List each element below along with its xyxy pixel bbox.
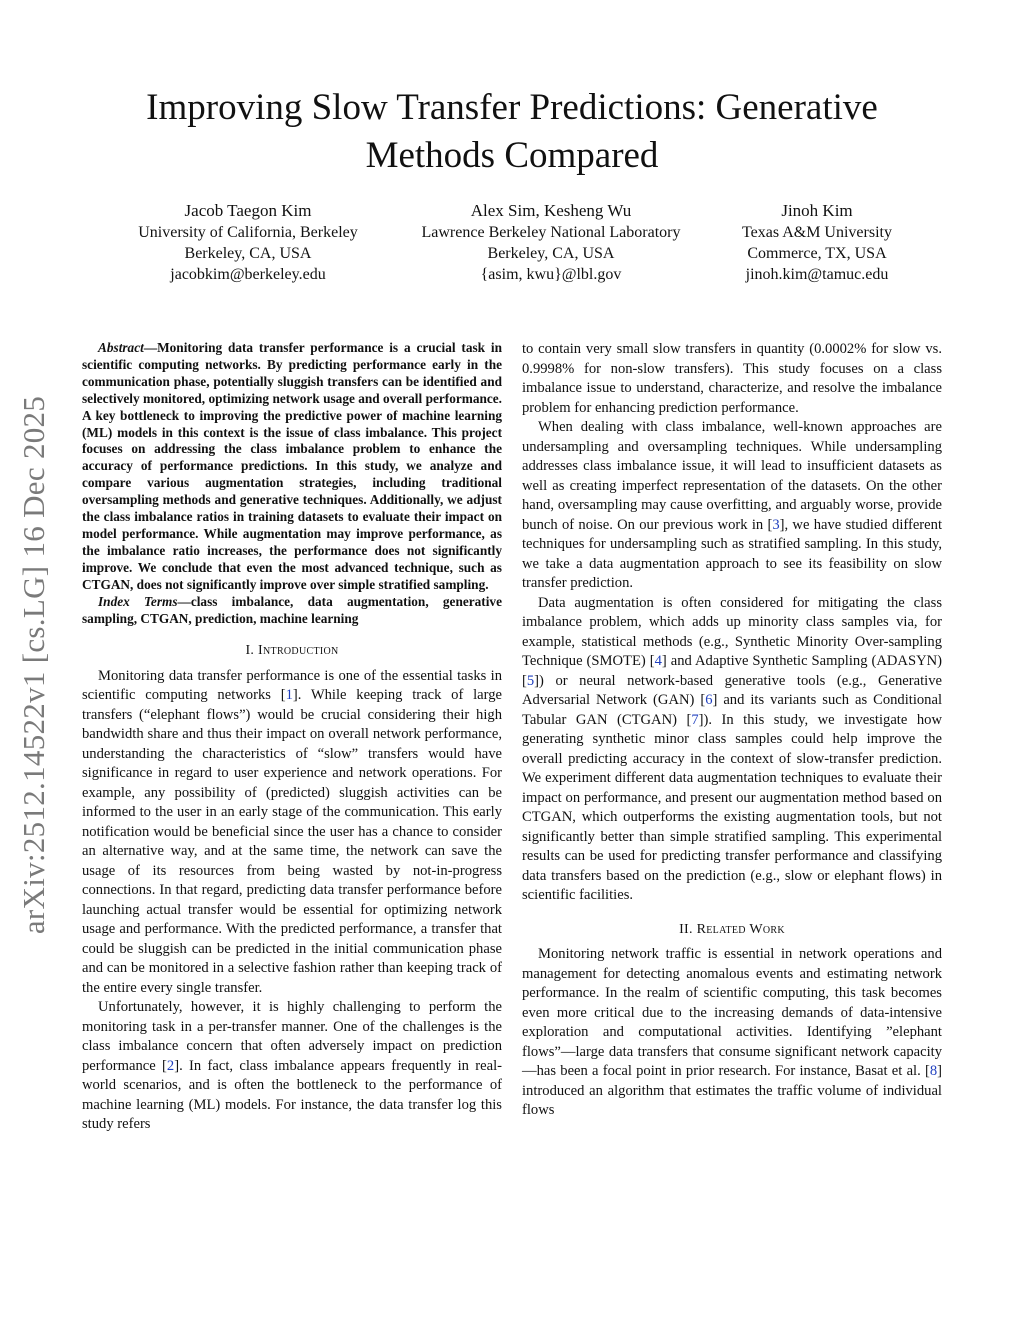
section-title: Introduction [258,643,339,659]
intro-paragraph-4 [522,594,942,906]
left-column [82,340,502,1135]
intro-paragraph-1 [82,667,502,999]
citation-link[interactable]: 7 [691,711,699,728]
author-location: Commerce, TX, USA [747,245,887,262]
citation-link[interactable]: 1 [285,687,293,704]
author-location: Berkeley, CA, USA [184,245,312,262]
author-location: Berkeley, CA, USA [487,245,615,262]
citation-link[interactable]: 4 [654,653,662,669]
author-affiliation: Lawrence Berkeley National Laboratory [421,224,681,241]
paragraph-text: ]. In fact, class imbalance appears frequently in real-world scenarios, and is often the bottleneck to the performance of machine learning (ML) models. For instance, the data transfer log this study refers [82,1057,502,1133]
paragraph-text: When dealing with class imbalance, well-known approaches are undersampling and oversampling techniques. While undersampling addresses class imbalance issue, it will lead to insufficient datasets as well as creating imperfect representation of the datasets. On the other hand, oversampling may cause overfitting, and arguably worse, provide bunch of noise. On our previous work in [ [522,419,942,533]
right-column [522,340,942,1121]
author-affiliation: University of California, Berkeley [138,224,358,241]
abstract-text: —Monitoring data transfer performance is a crucial task in scientific computing networks. By predicting performance early in the communication phase, potentially sluggish transfers can be identified and selectively monitored, optimizing network usage and overall performance. A key bottleneck to improving the predictive power of machine learning (ML) models in this context is the issue of class imbalance. This project focuses on addressing the class imbalance problem to enhance the accuracy of performance predictions. In this study, we analyze and compare various augmentation strategies, including traditional oversampling methods and generative techniques. Additionally, we adjust the class imbalance ratios in training datasets to evaluate their impact on model performance. While augmentation may improve performance, as the imbalance ratio increases, the performance does not significantly improve. We conclude that even the most advanced technique, such as CTGAN, does not significantly improve over simple stratified sampling. [82,340,502,592]
arxiv-identifier-text: arXiv:2512.14522v1 [cs.LG] 16 Dec 2025 [16,395,51,935]
author-email: jacobkim@berkeley.edu [170,266,326,283]
citation-link[interactable]: 2 [166,1057,175,1074]
paragraph-text: ]). In this study, we investigate how generating synthetic minor class samples could help improve the overall predicting accuracy in the context of slow-transfer prediction. We experiment different data augmentation techniques to evaluate their impact on performance, and present our augmentation method based on CTGAN, which outperforms the existing augmentation tools, but not significantly better than simple stratified sampling. This experimental results can be used for predicting transfer performance and classifying data transfers based on the prediction (e.g., slow or elephant flows) in scientific facilities. [522,711,942,903]
paragraph-text: Data augmentation is often considered for mitigating the class imbalance problem, which adds up minority class samples via, for example, statistical methods (e.g., Synthetic Minority Over-sampling Technique (SMOTE) [ [522,594,942,669]
paragraph-text: ] introduced an algorithm that estimates the traffic volume of individual flows [522,1063,942,1118]
intro-paragraph-3 [522,418,942,594]
section-heading-introduction [82,641,502,661]
section-title: Related Work [696,921,785,937]
paragraph-text: ], we have studied different techniques for undersampling such as stratified sampling. In this study, we take a data augmentation approach to see its feasibility on slow transfer prediction. [522,516,942,591]
author-email: {asim, kwu}@lbl.gov [480,266,622,283]
author-affiliation: Texas A&M University [742,224,892,241]
index-terms-label: Index Terms [98,593,178,609]
paper-title: Improving Slow Transfer Predictions: Generative Methods Compared [146,87,878,176]
author-name: Jacob Taegon Kim [184,201,312,220]
paragraph-text: Monitoring network traffic is essential in network operations and management for detecting anomalous events and estimating network performance. In the realm of scientific computing, this task becomes even more critical due to the increasing demands of data-intensive exploration and computational activities. Identifying ”elephant flows”—large data transfers that consume significant network capacity—has been a focal point in prior research. For instance, Basat et al. [ [522,946,942,1079]
intro-paragraph-2 [82,998,502,1135]
section-heading-related-work [522,920,942,940]
arxiv-identifier [14,370,54,960]
paragraph-text: ]. While keeping track of large transfers (“elephant flows”) would be crucial considering their high bandwidth share and thus their impact on overall network performance, understanding the characteristics of “slow” transfers would have significance in regard to user experience and network operations. For example, any possibility of (predicted) sluggish activities can be informed to the user in an early stage of the communication. This early notification would be beneficial since the user has a chance to consider an alternative way, and at the same time, the network can save the usage of its resources from being wasted by not-in-progress connections. In that regard, predicting data transfer performance before launching actual transfer would be essential for optimizing network usage and performance. With the predicted performance, a transfer that could be sluggish can be predicted in the initial communication phase and can be monitored in a selective fashion rather than keeping track of the entire every single transfer. [82,687,502,996]
index-terms-text: —class imbalance, data augmentation, generative sampling, CTGAN, prediction, machine learning [82,593,502,626]
paragraph-text: ]) or neural network-based generative tools (e.g., Generative Adversarial Network (GAN) [ [522,672,942,708]
citation-link[interactable]: 5 [526,672,535,689]
author-block-1 [120,200,376,285]
paragraph-text: ] and its variants such as Conditional Tabular GAN (CTGAN) [ [522,692,942,728]
author-name: Alex Sim, Kesheng Wu [470,201,632,220]
section-number: II. [679,921,693,937]
author-block-3 [724,200,910,285]
paragraph-text: Monitoring data transfer performance is one of the essential tasks in scientific computing networks [ [82,667,502,704]
abstract [82,340,502,627]
citation-link[interactable]: 8 [929,1063,938,1079]
paragraph-text: ] and Adaptive Synthetic Sampling (ADASYN) [ [522,653,943,689]
citation-link[interactable]: 3 [772,516,780,533]
author-name: Jinoh Kim [781,201,853,220]
author-block-2 [400,200,702,285]
citation-link[interactable]: 6 [705,692,713,708]
intro-paragraph-2-continued: to contain very small slow transfers in quantity (0.0002% for slow vs. 0.9998% for non-slow transfers). This study focuses on a class imbalance issue to understand, characterize, and resolve the imbalance problem for enhancing prediction performance. [522,341,942,416]
abstract-label: Abstract [98,340,144,355]
related-paragraph-1 [522,945,942,1121]
paragraph-text: Unfortunately, however, it is highly challenging to perform the monitoring task in a per-transfer manner. One of the challenges is the class imbalance concern that often adversely impact on prediction performance [ [82,999,502,1074]
section-number: I. [245,643,255,659]
author-email: jinoh.kim@tamuc.edu [745,266,889,283]
